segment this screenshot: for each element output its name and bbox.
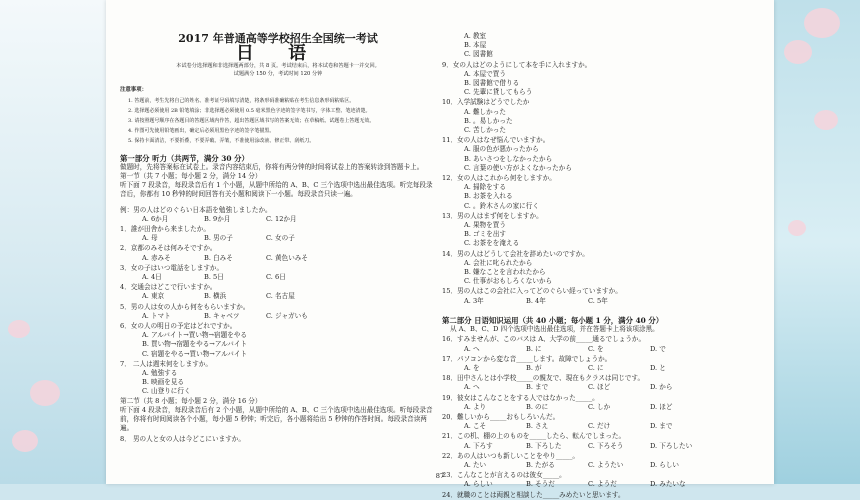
option: A. こそ [464, 422, 487, 431]
instruction-item: 2. 选择题必须使用 2B 铅笔填涂；非选择题必须使用 0.5 毫米黑色字迹的签字笔书写，字体工整、笔迹清楚。 [128, 107, 371, 114]
option: B. 4年 [526, 296, 546, 305]
option: B. 買い物→宿題をやる→アルバイト [142, 340, 248, 349]
attention-heading: 注意事项： [120, 87, 147, 94]
option: B. に [526, 344, 542, 353]
option: A. らしい [464, 480, 493, 489]
question: 2．京都のみそは何みそですか。 [120, 244, 217, 253]
question: 9．女の人はどのようにして本を手に入れますか。 [442, 60, 592, 69]
option: C. 言葉の使い方がよくなかったから [464, 163, 572, 172]
option: A. 掃除をする [464, 183, 506, 192]
question: 14．男の人はどうして会社を辞めたいのですか。 [442, 249, 589, 258]
option: A. 本屋で買う [464, 69, 506, 78]
question: 21．この机、棚の上のものを_____したら、転んでしまった。 [442, 432, 626, 441]
option: A. 果物を買う [464, 221, 506, 230]
option: C. 苦しかった [464, 126, 506, 135]
question-options [120, 292, 436, 301]
option: C. 。鈴木さんの家に行く [464, 201, 539, 210]
question: 6．女の人の明日の予定はどれですか。 [120, 322, 237, 331]
blossom-petal [814, 110, 838, 130]
instruction-item: 3. 请按照题号顺序在各题目的答题区域内作答，超出答题区域书写的答案无效；在草稿纸、试题卷上答题无效。 [128, 117, 375, 124]
option: A. より [464, 402, 487, 411]
question: 8． 男の人と女の人は今どこにいますか。 [120, 434, 245, 443]
option: B. あいさつをしなかったから [464, 154, 553, 163]
section2-desc: 听下面 4 段录音，每段录音后有 2 个小题，从题中所给的 A、B、C 三个选项中选出最佳选项。听每段录音前，你将有时间阅读各个小题，每小题 5 秒钟；听完后，各小题将给出 5 秒钟的作答时间。每段录音读两遍。 [120, 405, 433, 433]
option: A. 東京 [142, 292, 165, 301]
option: D. で [650, 344, 666, 353]
option: A. 会社に叱られたから [464, 258, 533, 267]
question-options [120, 234, 436, 243]
blossom-petal [30, 380, 60, 406]
example-options [120, 215, 436, 224]
option: C. 12か月 [266, 214, 297, 223]
option: B. 下ろした [526, 441, 562, 450]
part1-intro: 做题时，先将答案标在试卷上。录音内容结束后，你将有两分钟的时间将试卷上的答案转涂到答题卡上。 [120, 162, 424, 171]
option: C. を [588, 344, 604, 353]
option: C. 図書館 [464, 50, 493, 59]
option: B. キャベツ [204, 311, 240, 320]
question-options [442, 442, 764, 451]
option: A. トマト [142, 311, 171, 320]
option: A. 下ろす [464, 441, 493, 450]
option: B. 9か月 [204, 214, 231, 223]
option: C. 6日 [266, 273, 286, 282]
option: B. たがる [526, 460, 555, 469]
option: A. 勉強する [142, 369, 178, 378]
option: B. さえ [526, 422, 549, 431]
option: D. から [650, 383, 673, 392]
blossom-petal [788, 220, 806, 236]
exam-time: 试题满分 150 分，考试时间 120 分钟 [233, 71, 323, 78]
question-options [120, 312, 436, 321]
option: B. 横浜 [204, 292, 227, 301]
question: 12．女の人はこれから何をしますか。 [442, 174, 556, 183]
right-column [442, 0, 764, 500]
option: C. 仕事がおもしろくないから [464, 277, 553, 286]
question-options [442, 480, 764, 489]
option: B. のに [526, 402, 549, 411]
exam-subject: 日 语 [235, 43, 321, 65]
option: B. が [526, 363, 542, 372]
instruction-item: 5. 保持卡面清洁，不要折叠，不要弄破、弄皱，不准使用涂改液、修正带、刮纸刀。 [128, 137, 315, 144]
question-options [442, 403, 764, 412]
option: C. ほど [588, 383, 611, 392]
option: A. 教室 [464, 32, 487, 40]
question: 7． 二人は週末何をしますか。 [120, 359, 213, 368]
option: D. ほど [650, 402, 673, 411]
option: B. 男の子 [204, 234, 233, 243]
option: B. そうだ [526, 480, 555, 489]
section2-title: 第二节（共 8 小题；每小题 2 分，满分 16 分） [120, 396, 262, 405]
option: C. ようたい [588, 460, 624, 469]
option: C. お茶をを淹える [464, 239, 520, 248]
option: A. たい [464, 460, 487, 469]
option: C. 黄色いみそ [266, 253, 308, 262]
page-number: 87 [435, 472, 445, 480]
option: C. 下ろそう [588, 441, 624, 450]
question: 3．女の子はいつ電話をしますか。 [120, 263, 224, 272]
part2-desc: 从 A、B、C、D 四个选项中选出最佳选项，并在答题卡上将该项涂黑。 [450, 325, 659, 334]
section1-desc: 听下面 7 段录音，每段录音后有 1 个小题，从题中所给的 A、B、C 三个选项中选出最佳选项。听完每段录音后，你都有 10 秒钟的时间回答有关小题和阅读下一小题。每段录音只读一遍。 [120, 181, 433, 199]
option: B. ゴミを出す [464, 230, 507, 239]
question: 15．男の人はこの会社に入ってどのぐらい経っていますか。 [442, 287, 622, 296]
question-options [442, 364, 764, 373]
question-options [442, 345, 764, 354]
option: C. 女の子 [266, 234, 295, 243]
option: D. みたいな [650, 480, 686, 489]
question: 5．男の人は女の人から何をもらいますか。 [120, 302, 250, 311]
blossom-petal [784, 40, 812, 64]
option: C. 名古屋 [266, 292, 295, 301]
question-options [442, 461, 764, 470]
section1-title: 第一节（共 7 小题；每小题 2 分，满分 14 分） [120, 172, 262, 181]
option: A. 6か月 [142, 214, 169, 223]
question-options [120, 273, 436, 282]
left-column [120, 0, 436, 444]
blossom-petal [804, 8, 840, 38]
question: 24．就職のことは両親と相談した_____みめたいと思います。 [442, 490, 625, 499]
blossom-petal [8, 320, 30, 338]
exam-title: 2017 年普通高等学校招生全国统一考试 [178, 32, 378, 45]
background-right-decoration [774, 0, 860, 484]
option: A. 母 [142, 234, 158, 243]
question: 10．入学試験はどうでしたか [442, 98, 530, 107]
option: C. ジャガいも [266, 311, 308, 320]
question: 11．女の人はなぜ悩んでいますか。 [442, 136, 550, 145]
blossom-petal [12, 430, 38, 452]
question: 16．すみませんが、このバスは A、大学の前_____通るでしょうか。 [442, 335, 646, 344]
question: 17．パソコンから変な音_____します。故障でしょうか。 [442, 354, 612, 363]
instruction-item: 1. 答题前，考生先将自己的姓名、准考证号码填写清楚，将条形码准确粘贴在考生信息条形码粘贴区。 [128, 97, 355, 104]
option: C. 先輩に貸してもらう [464, 88, 533, 97]
question: 20．難しいから_____おもしろいんだ。 [442, 412, 560, 421]
option: B. 図書館で借りる [464, 79, 520, 88]
option: C. だけ [588, 422, 611, 431]
option: B. お茶を入れる [464, 192, 513, 201]
instruction-item: 4. 作图可先使用铅笔画出，确定后必须用黑色字迹的签字笔描黑。 [128, 127, 275, 134]
option: D. 下ろしたい [650, 441, 693, 450]
option: A. へ [464, 383, 480, 392]
option: C. ようだ [588, 480, 617, 489]
option: B. 嫌なことを言われたから [464, 268, 546, 277]
option: D. まで [650, 422, 673, 431]
option: C. 山登りに行く [142, 387, 191, 396]
exam-page [106, 0, 774, 499]
part1-title: 第一部分 听力（共两节，满分 30 分） [120, 153, 249, 163]
question: 18．田中さんとは小学校_____の親友で、現在もクラスは同じです。 [442, 374, 645, 383]
background-left-decoration [0, 0, 110, 484]
question-options [120, 254, 436, 263]
option: A. 服の色が悪かったから [464, 145, 539, 154]
option: C. しか [588, 402, 611, 411]
option: A. を [464, 363, 480, 372]
option: B. 映画を見る [142, 378, 185, 387]
question: 22．あの人はいつも新しいことをやり_____。 [442, 451, 579, 460]
question: 23．こんなことが言えるのは彼女_____。 [442, 471, 566, 480]
option: B. 白みそ [204, 253, 233, 262]
option: A. アルバイト→買い物→宿題をやる [142, 331, 247, 340]
option: B. 本屋 [464, 41, 487, 50]
question: 1．誰が田舎から来ましたか。 [120, 225, 210, 234]
question: 19．彼女はこんなことをする人ではなかった_____。 [442, 393, 599, 402]
part2-title: 第二部分 日语知识运用（共 40 小题；每小题 1 分，满分 40 分） [442, 315, 664, 325]
option: A. 3年 [464, 296, 484, 305]
option: D. らしい [650, 460, 680, 469]
option: C. に [588, 363, 604, 372]
question-options [442, 422, 764, 431]
example-question: 例：男の人はどのぐらい日本語を勉強しましたか。 [120, 205, 272, 214]
option: A. 難しかった [464, 107, 506, 116]
option: C. 5年 [588, 296, 608, 305]
option: B. まで [526, 383, 549, 392]
exam-note: 本试卷分选择题和非选择题两部分，共 8 页。考试结束后，将本试卷和答题卡一并交回。 [176, 63, 380, 70]
option: C. 宿題をやる→買い物→アルバイト [142, 349, 248, 358]
question-options [442, 383, 764, 392]
question-options [442, 297, 764, 306]
question: 13．男の人はまず何をしますか。 [442, 211, 543, 220]
option: A. 赤みそ [142, 253, 171, 262]
option: A. 4日 [142, 273, 162, 282]
option: B. 5日 [204, 273, 224, 282]
option: B. 。易しかった [464, 116, 513, 125]
option: A. へ [464, 344, 480, 353]
question: 4．交通会はどこで行いますか。 [120, 283, 217, 292]
option: D. と [650, 363, 666, 372]
